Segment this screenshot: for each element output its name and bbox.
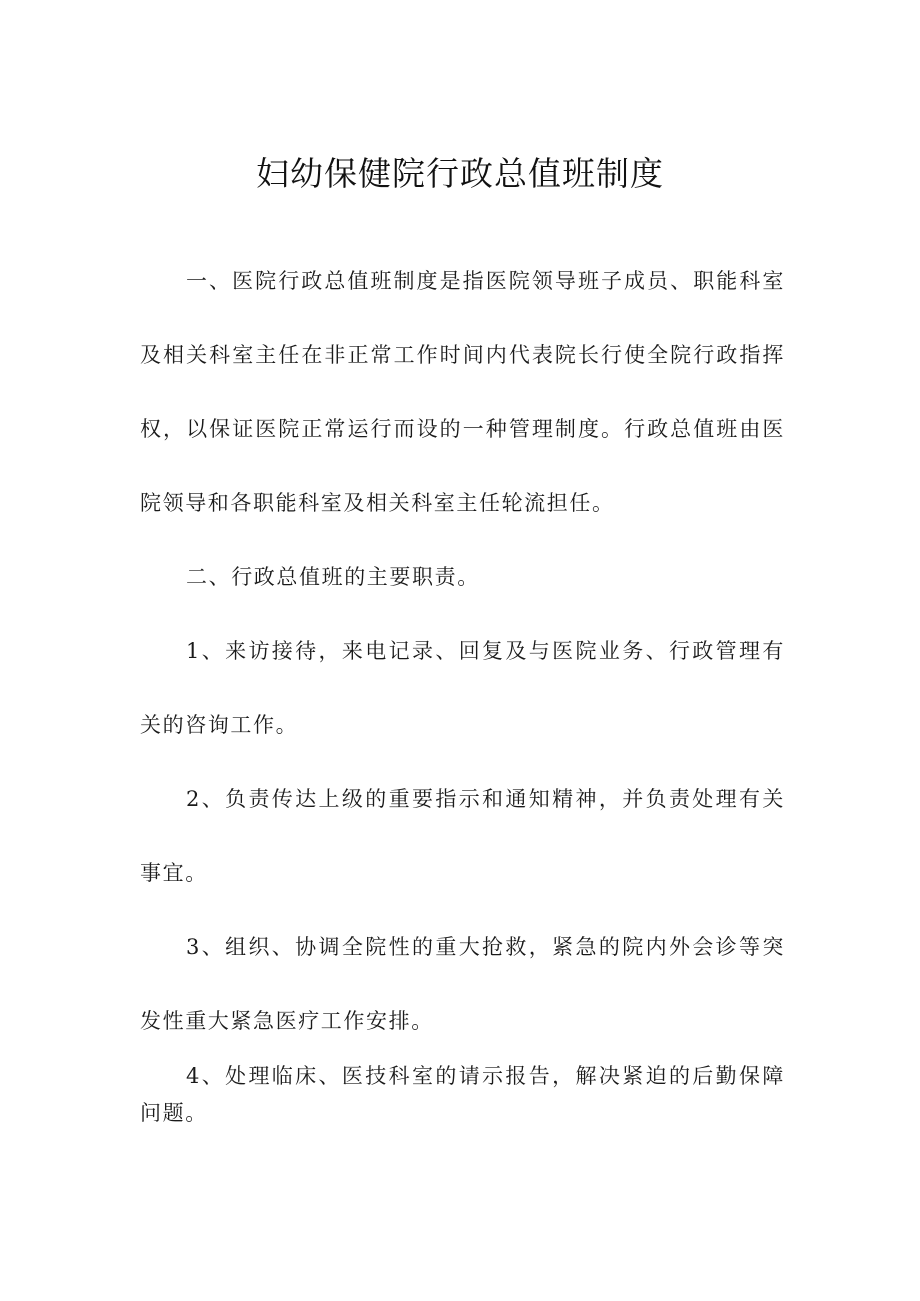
paragraph-duty-3: 3、组织、协调全院性的重大抢救，紧急的院内外会诊等突发性重大紧急医疗工作安排。 xyxy=(140,935,785,1033)
paragraph-main-duties-heading: 二、行政总值班的主要职责。 xyxy=(186,565,480,589)
document-title: 妇幼保健院行政总值班制度 xyxy=(256,154,664,193)
paragraph-duty-system-definition: 一、医院行政总值班制度是指医院领导班子成员、职能科室及相关科室主任在非正常工作时间内代表院长行使全院行政指挥权，以保证医院正常运行而设的一种管理制度。行政总值班由医院领导和各职能科室及相关科室主任轮流担任。 xyxy=(140,269,785,515)
paragraph-duty-1: 1、来访接待，来电记录、回复及与医院业务、行政管理有关的咨询工作。 xyxy=(140,639,785,737)
paragraph-duty-4: 4、处理临床、医技科室的请示报告，解决紧迫的后勤保障问题。 xyxy=(140,1064,785,1125)
paragraph-duty-2: 2、负责传达上级的重要指示和通知精神，并负责处理有关事宜。 xyxy=(140,787,785,885)
